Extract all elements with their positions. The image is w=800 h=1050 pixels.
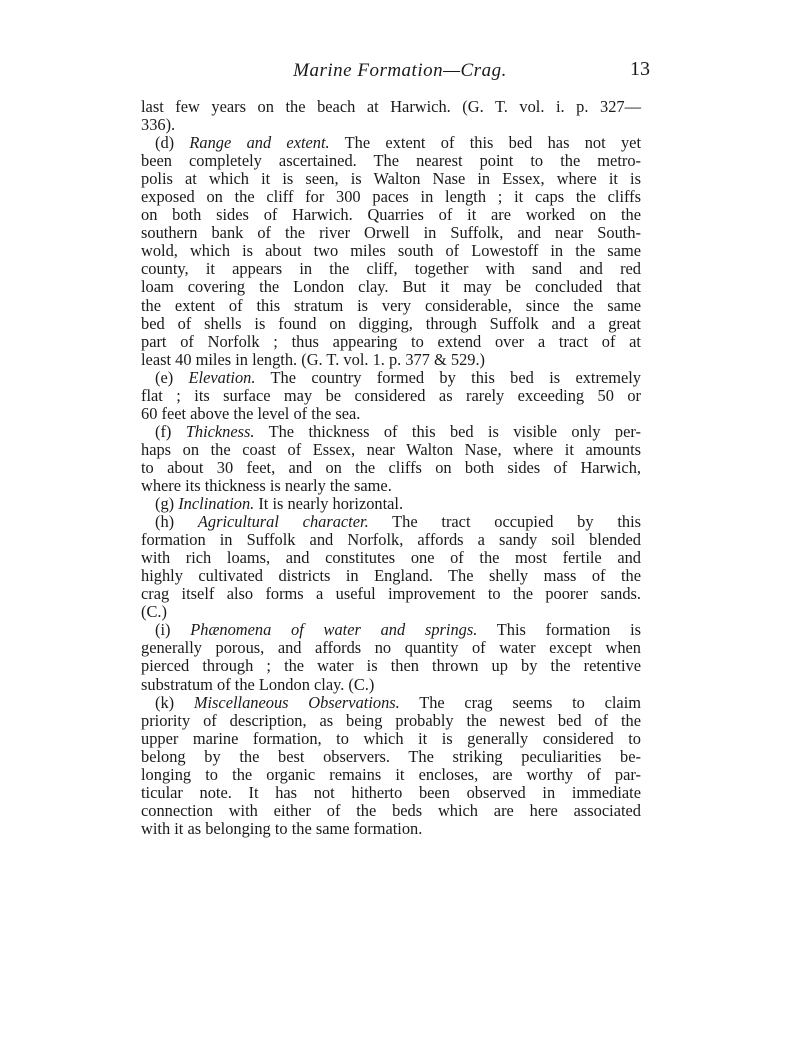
text-line: wold, which is about two miles south of Lowestoff in the same [141, 241, 641, 261]
text-line: exposed on the cliff for 300 paces in length ; it caps the cliffs [141, 187, 641, 207]
section-heading: Thickness. [185, 421, 255, 441]
section-label: (h) [155, 512, 198, 532]
text-line: 336). [141, 115, 176, 135]
text-line [141, 134, 641, 152]
line-text: It is nearly horizontal. [254, 494, 404, 514]
paragraph [141, 621, 641, 693]
paragraph [141, 694, 641, 838]
section-label: (f) [155, 421, 186, 441]
text-line: with it as belonging to the same formation. [141, 818, 423, 838]
line-text: The thickness of this bed is visible only per- [254, 421, 641, 441]
text-line: ticular note. It has not hitherto been observed in immediate [141, 782, 641, 802]
text-line: longing to the organic remains it encloses, are worthy of par- [141, 764, 641, 784]
section-heading: Agricultural character. [197, 512, 369, 532]
text-line [141, 513, 641, 531]
text-line: last few years on the beach at Harwich. (G. T. vol. i. p. 327— [141, 97, 641, 116]
text-line: upper marine formation, to which it is generally considered to [141, 728, 641, 748]
paragraph [141, 423, 641, 495]
text-line: haps on the coast of Essex, near Walton Nase, where it amounts [141, 439, 641, 459]
line-text: The crag seems to claim [399, 692, 641, 712]
line-text: The country formed by this bed is extremely [255, 367, 641, 387]
paragraph [141, 513, 641, 621]
text-line [141, 621, 641, 639]
paragraph [141, 134, 641, 369]
text-line: been completely ascertained. The nearest point to the metro- [141, 151, 641, 171]
section-heading: Phænomena of water and springs. [190, 620, 478, 640]
text-line: (C.) [141, 602, 167, 622]
line-text: The extent of this bed has not yet [329, 133, 641, 153]
text-line: county, it appears in the cliff, together with sand and red [141, 259, 641, 279]
section-heading: Miscellaneous Observations. [193, 692, 400, 712]
section-label: (e) [155, 367, 189, 387]
text-line [141, 694, 641, 712]
text-line: belong by the best observers. The striking peculiarities be- [141, 746, 641, 766]
line-text: This formation is [477, 620, 641, 640]
section-heading: Range and extent. [189, 133, 330, 153]
text-line: flat ; its surface may be considered as rarely exceeding 50 or [141, 385, 641, 405]
text-line [141, 495, 641, 513]
text-line: least 40 miles in length. (G. T. vol. 1. p. 377 & 529.) [141, 349, 486, 369]
text-line: loam covering the London clay. But it may be concluded that [141, 277, 641, 297]
body-text [141, 98, 641, 838]
section-label: (k) [155, 692, 194, 712]
text-line: 60 feet above the level of the sea. [141, 403, 361, 423]
line-text: The tract occupied by this [368, 512, 642, 532]
text-line: pierced through ; the water is then thrown up by the retentive [141, 656, 641, 676]
text-line: formation in Suffolk and Norfolk, affords a sandy soil blended [141, 530, 641, 550]
text-line: where its thickness is nearly the same. [141, 475, 392, 495]
running-title: Marine Formation—Crag. [293, 60, 507, 81]
text-line: polis at which it is seen, is Walton Nase in Essex, where it is [141, 169, 641, 189]
text-line: the extent of this stratum is very considerable, since the same [141, 295, 641, 315]
page-number: 13 [630, 58, 650, 80]
text-line: generally porous, and affords no quantity of water except when [141, 638, 641, 658]
text-line: substratum of the London clay. (C.) [141, 674, 375, 694]
paragraph [141, 369, 641, 423]
text-line: with rich loams, and constitutes one of the most fertile and [141, 548, 641, 568]
text-line: connection with either of the beds which are here associated [141, 800, 641, 820]
text-line [141, 423, 641, 441]
section-label: (d) [155, 133, 190, 153]
section-heading: Elevation. [188, 367, 256, 387]
text-line: bed of shells is found on digging, through Suffolk and a great [141, 313, 641, 333]
paragraph [141, 495, 641, 513]
text-line: to about 30 feet, and on the cliffs on both sides of Harwich, [141, 457, 641, 477]
text-line: highly cultivated districts in England. The shelly mass of the [141, 566, 641, 586]
text-line: on both sides of Harwich. Quarries of it are worked on the [141, 205, 641, 225]
text-line [141, 369, 641, 387]
text-line: crag itself also forms a useful improvement to the poorer sands. [141, 584, 641, 604]
section-label: (i) [155, 620, 191, 640]
text-line: priority of description, as being probably the newest bed of the [141, 710, 641, 730]
paragraph [141, 98, 641, 134]
section-heading: Inclination. [178, 494, 255, 514]
text-line: southern bank of the river Orwell in Suffolk, and near South- [141, 223, 641, 243]
text-line: part of Norfolk ; thus appearing to extend over a tract of at [141, 331, 641, 351]
section-label: (g) [155, 494, 179, 514]
